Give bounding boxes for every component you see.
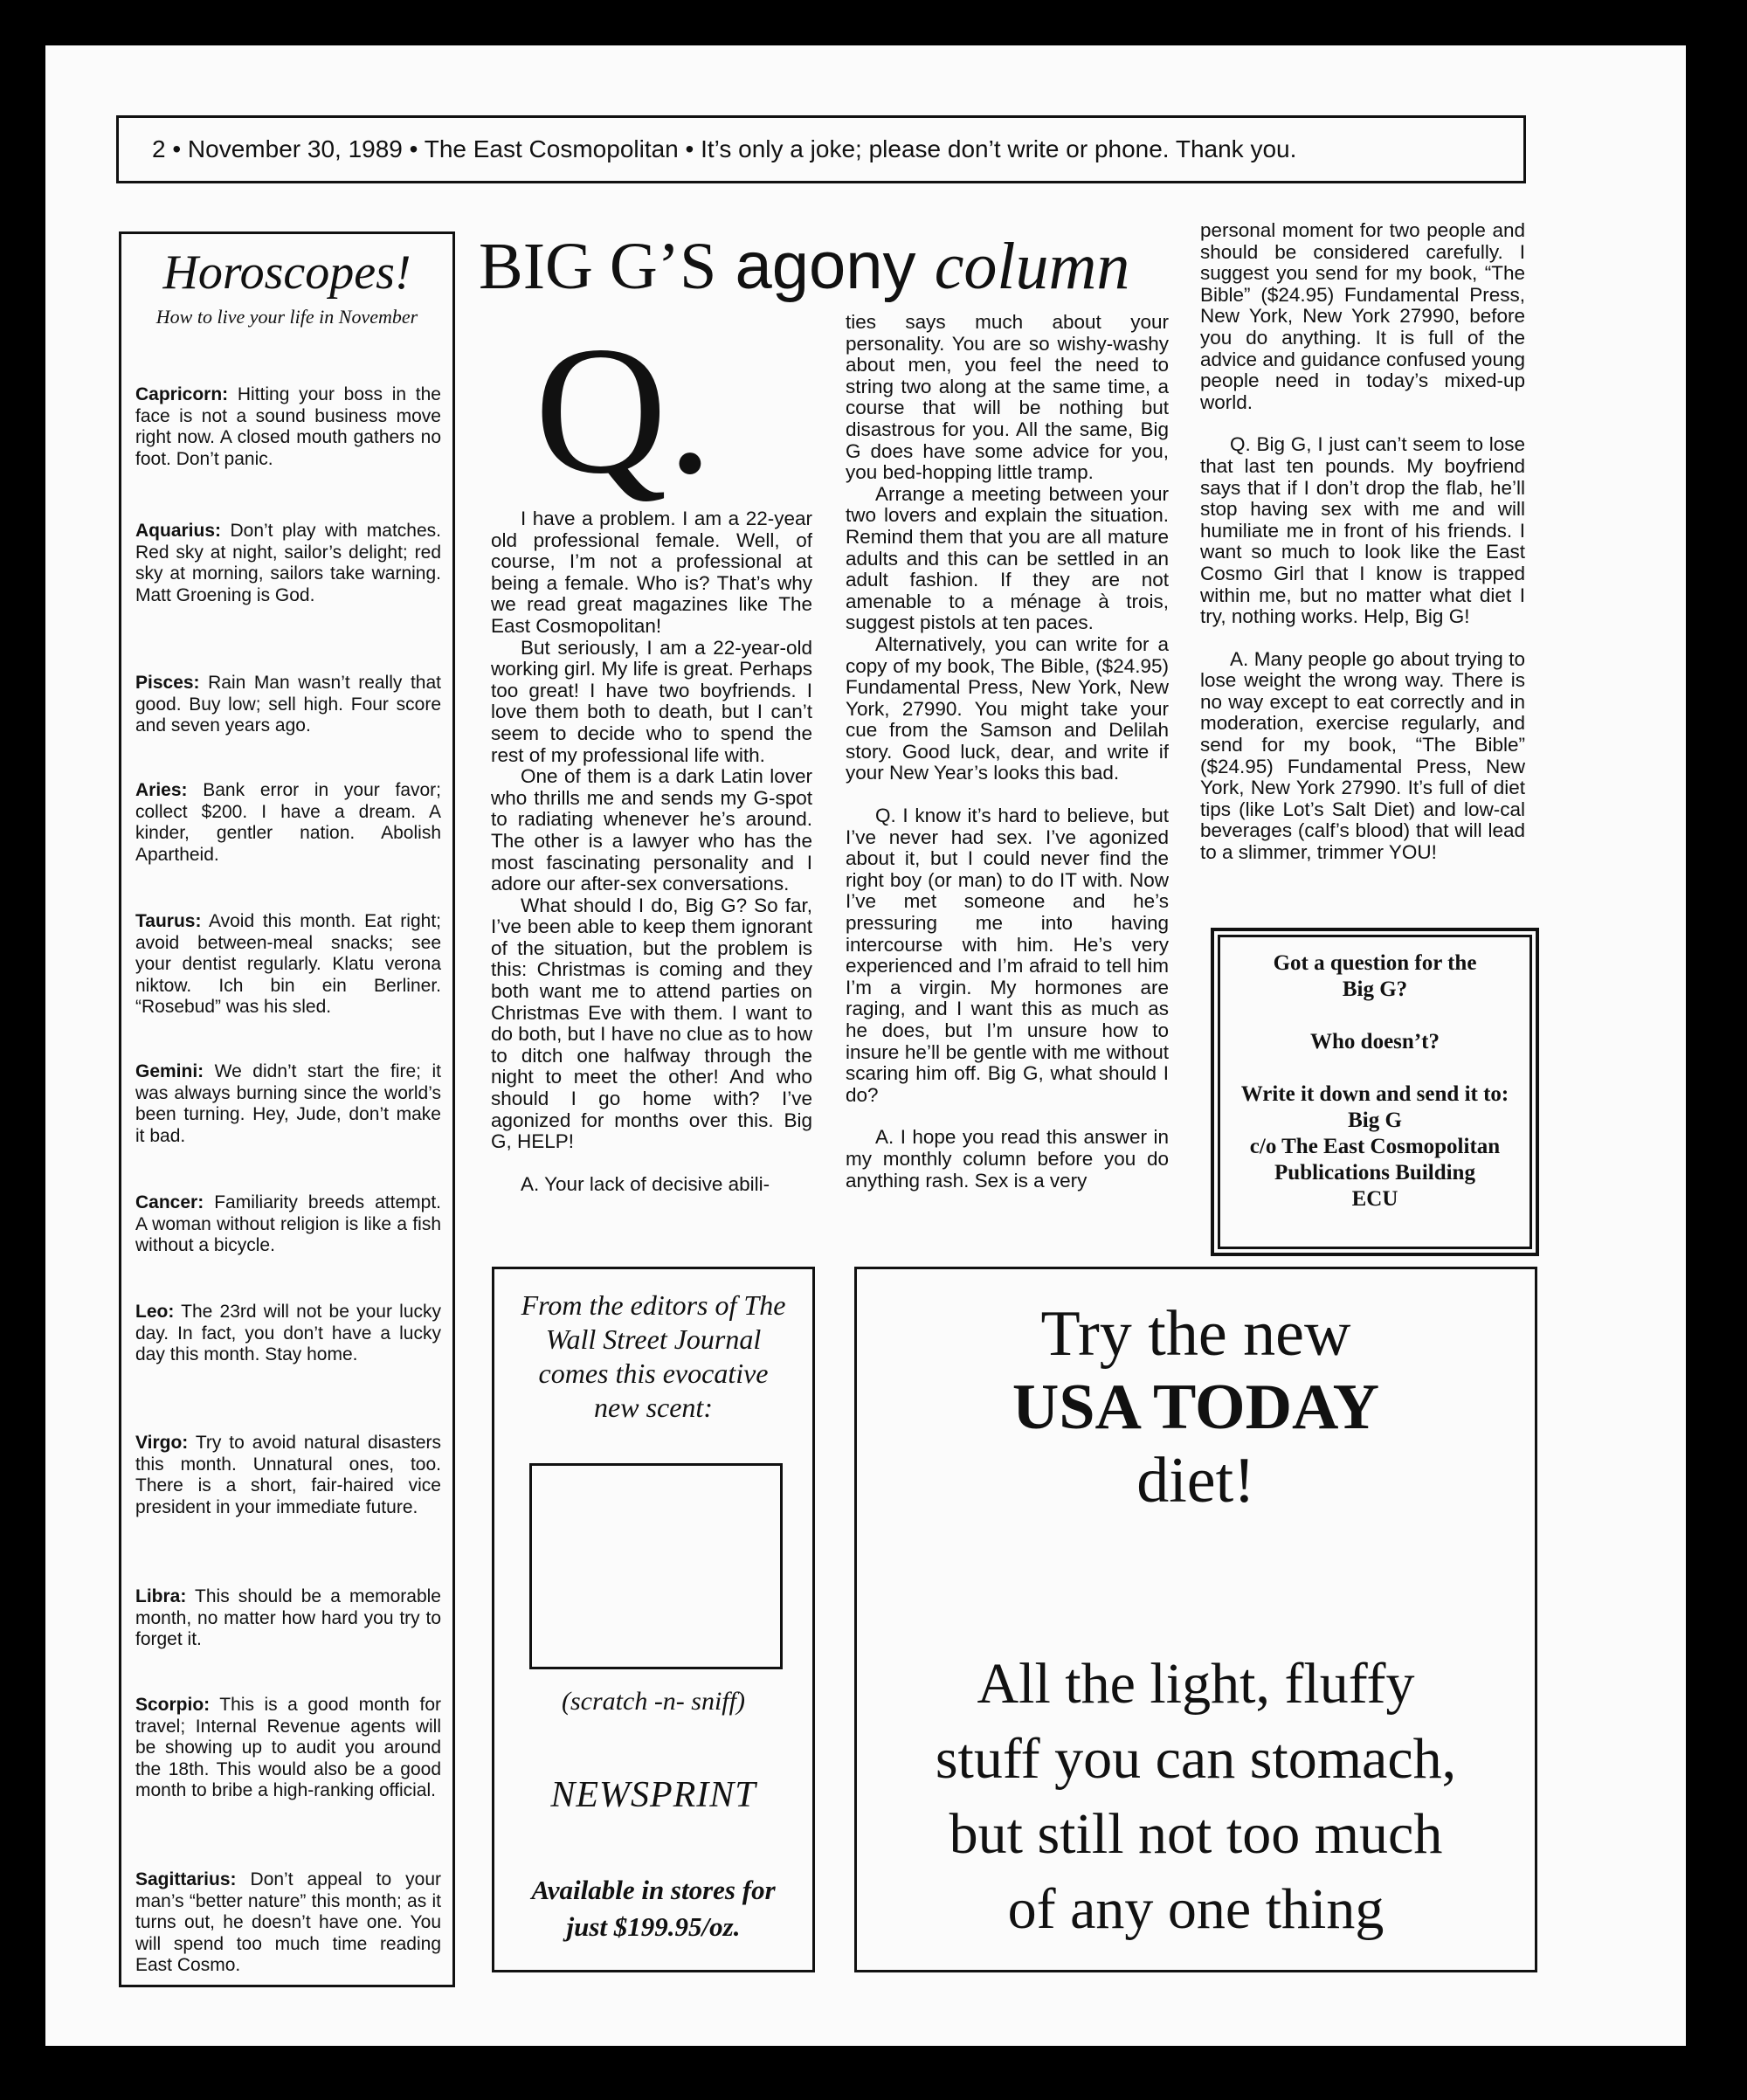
wsj-line: comes this evocative	[538, 1357, 769, 1389]
sign-name: Taurus:	[135, 911, 202, 931]
horoscopes-title: Horoscopes!	[162, 245, 411, 300]
paragraph: Q. Big G, I just can’t seem to lose that last ten pounds. My boyfriend says that if I don’t drop the flab, he’ll stop having sex with me and will humiliate me in front of his friends. I want so much to look like the East Cosmo Girl that I know is trapped within me, but no matter what diet I try, nothing works. Help, Big G!	[1200, 433, 1525, 628]
sign-name: Cancer:	[135, 1192, 204, 1212]
paragraph: But seriously, I am a 22-year-old working girl. My life is great. Perhaps too great! I have two boyfriends. I love them both to death, but I can’t seem to decide who to spend the rest of my professional life with.	[491, 636, 812, 766]
horoscope-gemini	[135, 1061, 441, 1147]
sign-name: Aries:	[135, 780, 188, 800]
sign-text: This should be a memorable month, no matter how hard you try to forget it.	[135, 1586, 441, 1650]
scratch-sniff-area[interactable]	[529, 1463, 783, 1669]
wsj-line: From the editors of The	[521, 1289, 786, 1321]
wsj-line: Wall Street Journal	[545, 1323, 762, 1355]
title-big-g: BIG G’S	[479, 230, 717, 303]
agony-column-2	[846, 312, 1169, 1192]
sign-name: Virgo:	[135, 1433, 189, 1453]
agony-column-3	[1200, 220, 1525, 864]
sign-name: Capricorn:	[135, 384, 229, 404]
sign-text: The 23rd will not be your lucky day. In fact, you don’t have a lucky day this month. Stay home.	[135, 1302, 441, 1365]
qbox-line: Who doesn’t?	[1310, 1030, 1440, 1053]
sign-text: Try to avoid natural disasters this month. Unnatural ones, too. There is a short, fair-haired vice president in your immediate future.	[135, 1433, 441, 1517]
sign-text: This is a good month for travel; Internal Revenue agents will be showing up to audit you around the 18th. This would also be a good month to bribe a high-ranking official.	[135, 1695, 441, 1801]
usa-line: stuff you can stomach,	[935, 1727, 1457, 1791]
horoscope-virgo	[135, 1433, 441, 1518]
horoscope-pisces	[135, 673, 441, 737]
question-box	[1211, 928, 1539, 1256]
sign-name: Libra:	[135, 1586, 187, 1606]
wsj-ad	[492, 1267, 815, 1972]
horoscope-sagittarius	[135, 1869, 441, 1977]
page-header	[116, 115, 1526, 183]
horoscope-capricorn	[135, 384, 441, 470]
sign-text: Avoid this month. Eat right; avoid between-meal snacks; see your dentist regularly. Klatu verona niktow. Ich bin ein Berliner. “Rosebud” was his sled.	[135, 911, 441, 1018]
title-column: column	[934, 230, 1130, 303]
usa-today-logo-text: USA TODAY	[1012, 1371, 1380, 1443]
sign-text: Don’t appeal to your man’s “better nature” this month; as it turns out, he doesn’t have one. You will spend too much time reading East Cosmo.	[135, 1869, 441, 1976]
paragraph: A. Your lack of decisive abili-	[521, 1172, 770, 1195]
title-agony: agony	[735, 229, 916, 303]
wsj-line: new scent:	[594, 1392, 713, 1423]
sign-name: Sagittarius:	[135, 1869, 237, 1889]
sign-text: We didn’t start the fire; it was always burning since the world’s been turning. Hey, Jude, don’t make it bad.	[135, 1061, 441, 1146]
horoscopes-panel	[119, 231, 455, 1987]
horoscope-leo	[135, 1302, 441, 1366]
sign-name: Aquarius:	[135, 521, 222, 541]
horoscopes-subtitle: How to live your life in November	[155, 306, 418, 328]
sign-text: Bank error in your favor; collect $200. I have a dream. A kinder, gentler nation. Abolish Apartheid.	[135, 780, 441, 865]
qbox-line: Got a question for the	[1273, 951, 1477, 975]
newsprint-brand: NEWSPRINT	[550, 1775, 756, 1815]
sign-text: Hitting your boss in the face is not a sound business move right now. A closed mouth gathers no foot. Don’t panic.	[135, 384, 441, 469]
usa-today-ad	[854, 1267, 1537, 1972]
horoscope-taurus	[135, 911, 441, 1019]
agony-column-1	[491, 508, 812, 1195]
qbox-line: Publications Building	[1274, 1161, 1475, 1185]
horoscope-aries	[135, 780, 441, 866]
horoscope-cancer	[135, 1192, 441, 1257]
big-q-initial: Q.	[535, 309, 714, 512]
qbox-line: Big G	[1348, 1109, 1402, 1132]
horoscope-scorpio	[135, 1695, 441, 1802]
sign-name: Gemini:	[135, 1061, 204, 1081]
sign-text: Rain Man wasn’t really that good. Buy low; sell high. Four score and seven years ago.	[135, 673, 441, 736]
usa-line: diet!	[1136, 1445, 1255, 1516]
paragraph: Alternatively, you can write for a copy of my book, The Bible, ($24.95) Fundamental Press, New York, New York, 27990. You might take your cue from the Samson and Delilah story. Good luck, dear, and write if your New Year’s looks this bad.	[846, 632, 1169, 784]
paragraph: Q. I know it’s hard to believe, but I’ve never had sex. I’ve agonized about it, but I could never find the right boy (or man) to do IT with. Now I’ve met someone and he’s pressuring me into having intercourse with him. He’s very experienced and I’m afraid to tell him I’m a virgin. My hormones are raging, and I want this as much as he does, but I’m unsure how to insure he’ll be gentle with me without scaring him off. Big G, what should I do?	[846, 805, 1169, 1106]
sign-text: Don’t play with matches. Red sky at night, sailor’s delight; red sky at morning, sailors take warning. Matt Groening is God.	[135, 521, 441, 605]
paragraph: I have a problem. I am a 22-year old professional female. Well, of course, I’m not a professional at being a female. Who is? That’s why we read great magazines like The East Cosmopolitan!	[491, 508, 812, 637]
sign-name: Leo:	[135, 1302, 175, 1322]
usa-line: All the light, fluffy	[977, 1652, 1415, 1716]
qbox-line: Big G?	[1342, 977, 1408, 1001]
qbox-line: c/o The East Cosmopolitan	[1249, 1135, 1501, 1158]
qbox-line: Write it down and send it to:	[1240, 1082, 1509, 1106]
paragraph: A. I hope you read this answer in my monthly column before you do anything rash. Sex is a very	[846, 1126, 1169, 1192]
agony-column-title	[479, 229, 1186, 304]
paragraph: personal moment for two people and should be considered carefully. I suggest you send for my book, “The Bible” ($24.95) Fundamental Press, New York, New York 27990, before you do anything. It is full of the advice and guidance confused young people need in today’s mixed-up world.	[1200, 219, 1525, 413]
sign-text: Familiarity breeds attempt. A woman without religion is like a fish without a bicycle.	[135, 1192, 441, 1256]
qbox-line: ECU	[1351, 1187, 1398, 1211]
usa-line: but still not too much	[949, 1802, 1443, 1866]
paragraph: A. Many people go about trying to lose weight the wrong way. There is no way except to eat correctly and in moderation, exercise regularly, and send for my book, “The Bible” ($24.95) Fundamental Press, New York, New York 27990. It’s full of diet tips (like Lot’s Salt Diet) and low-cal beverages (calf’s blood) that will lead to a slimmer, trimmer YOU!	[1200, 647, 1525, 864]
sign-name: Scorpio:	[135, 1695, 211, 1715]
horoscope-aquarius	[135, 521, 441, 606]
paragraph: What should I do, Big G? So far, I’ve been able to keep them ignorant of the situation, but the problem is this: Christmas is coming and they both want me to attend parties on Christmas Eve with them. I want to do both, but I have no clue as to how to ditch one halfway through the night to meet the other! And who should I go home with? I’ve agonized for months over this. Big G, HELP!	[491, 894, 812, 1153]
scratch-label: (scratch -n- sniff)	[562, 1687, 745, 1716]
wsj-line: Available in stores for	[531, 1875, 776, 1905]
horoscope-libra	[135, 1586, 441, 1651]
header-text: 2 • November 30, 1989 • The East Cosmopolitan • It’s only a joke; please don’t write or phone. Thank you.	[152, 135, 1297, 162]
usa-line: of any one thing	[1007, 1877, 1384, 1941]
paragraph: One of them is a dark Latin lover who thrills me and sends my G-spot to radiating whenever he’s around. The other is a lawyer who has the most fascinating personality and I adore our after-sex conversations.	[491, 765, 812, 895]
wsj-line: just $199.95/oz.	[566, 1911, 741, 1942]
sign-name: Pisces:	[135, 673, 200, 693]
usa-line: Try the new	[1040, 1298, 1351, 1370]
paragraph: Arrange a meeting between your two lovers and explain the situation. Remind them that you are all mature adults and this can be settled in an adult fashion. If they are not amenable to a ménage à trois, suggest pistols at ten paces.	[846, 482, 1169, 634]
paragraph: ties says much about your personality. You are so wishy-washy about men, you feel the need to string two along at the same time, a course that will be nothing but disastrous for you. All the same, Big G does have some advice for you, you bed-hopping little tramp.	[846, 311, 1169, 484]
